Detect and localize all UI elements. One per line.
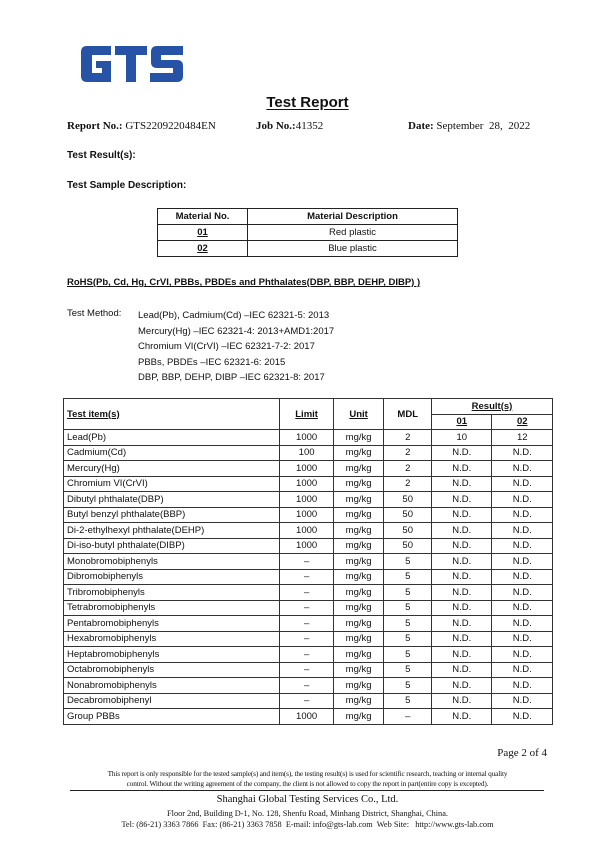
result-01-value: N.D. [431,492,491,508]
test-item: Nonabromobiphenyls [64,678,280,694]
unit-value: mg/kg [333,662,384,678]
test-method-item: PBBs, PBDEs –IEC 62321-6: 2015 [138,356,286,368]
material-description: Blue plastic [248,241,458,257]
unit-value: mg/kg [333,616,384,632]
result-01-value: N.D. [431,523,491,539]
unit-value: mg/kg [333,445,384,461]
result-01-value: N.D. [431,662,491,678]
material-no: 02 [158,241,248,257]
table-row [64,693,553,709]
result-02-value: N.D. [492,631,553,647]
unit-value: mg/kg [333,631,384,647]
unit-value: mg/kg [333,507,384,523]
test-method-list [138,308,334,386]
limit-value: 100 [280,445,333,461]
result-01-value: N.D. [431,554,491,570]
table-row [64,507,553,523]
results-header: Result(s) [431,399,552,415]
results-header-row [64,399,553,415]
result-01-value: N.D. [431,647,491,663]
test-item: Octabromobiphenyls [64,662,280,678]
test-item: Di-2-ethylhexyl phthalate(DEHP) [64,523,280,539]
table-row [64,709,553,725]
unit-value: mg/kg [333,600,384,616]
table-row [64,631,553,647]
disclaimer [60,769,555,789]
result-01-value: N.D. [431,507,491,523]
result-01-value: N.D. [431,693,491,709]
unit-value: mg/kg [333,538,384,554]
test-method-item: Mercury(Hg) –IEC 62321-4: 2013+AMD1:2017 [138,325,335,337]
test-method-item: Chromium VI(CrVI) –IEC 62321-7-2: 2017 [138,341,315,352]
table-row [64,538,553,554]
material-no: 01 [158,225,248,241]
result-01-value: N.D. [431,678,491,694]
footer-divider [70,790,544,791]
result-02-value: N.D. [492,461,553,477]
page-title: Test Report [266,94,349,111]
unit-value: mg/kg [333,585,384,601]
limit-value: – [280,693,333,709]
table-row [64,554,553,570]
mdl-value: 5 [384,600,432,616]
material-description: Red plastic [248,225,458,241]
test-item: Dibutyl phthalate(DBP) [64,492,280,508]
result-02-value: 12 [492,430,553,446]
limit-value: – [280,616,333,632]
table-row [64,662,553,678]
result-02-value: N.D. [492,662,553,678]
mdl-value: 5 [384,662,432,678]
test-item: Tribromobiphenyls [64,585,280,601]
table-row [64,476,553,492]
test-item: Lead(Pb) [64,430,280,446]
material-table-header [158,209,458,225]
result-01-value: N.D. [431,476,491,492]
test-item: Di-iso-butyl phthalate(DIBP) [64,538,280,554]
result-02-value: N.D. [492,476,553,492]
page-number: Page 2 of 4 [497,747,547,759]
test-item: Hexabromobiphenyls [64,631,280,647]
table-row [64,492,553,508]
mdl-value: 5 [384,693,432,709]
limit-value: 1000 [280,523,333,539]
mdl-value: 2 [384,461,432,477]
limit-value: – [280,600,333,616]
test-item: Butyl benzyl phthalate(BBP) [64,507,280,523]
disclaimer-line: control. Without the writing agreement of the company, the client is not allowed to copy the report in part(entire copy is excepted). [126,779,489,788]
test-item: Dibromobiphenyls [64,569,280,585]
mdl-value: 50 [384,492,432,508]
rohs-heading: RoHS(Pb, Cd, Hg, CrVI, PBBs, PBDEs and Phthalates(DBP, BBP, DEHP, DIBP) ) [67,277,421,288]
result-01-value: 10 [431,430,491,446]
mdl-value: 5 [384,647,432,663]
mdl-value: 5 [384,616,432,632]
test-item: Tetrabromobiphenyls [64,600,280,616]
mdl-value: 5 [384,678,432,694]
results-table [63,398,553,725]
test-results-label: Test Result(s): [67,150,136,161]
gts-logo [79,44,185,84]
table-row [64,523,553,539]
sample-02-header: 02 [492,414,553,430]
unit-value: mg/kg [333,678,384,694]
test-item: Heptabromobiphenyls [64,647,280,663]
limit-value: 1000 [280,507,333,523]
gts-logo-icon [79,44,185,84]
limit-value: – [280,554,333,570]
table-row [64,430,553,446]
test-item: Mercury(Hg) [64,461,280,477]
mdl-value: 50 [384,507,432,523]
result-02-value: N.D. [492,538,553,554]
result-02-value: N.D. [492,616,553,632]
test-item: Decabromobiphenyl [64,693,280,709]
report-number: Report No.: GTS2209220484EN [67,120,216,132]
result-01-value: N.D. [431,461,491,477]
sample-description-label: Test Sample Description: [67,180,187,191]
test-item: Chromium VI(CrVI) [64,476,280,492]
mdl-value: 50 [384,538,432,554]
result-01-value: N.D. [431,616,491,632]
result-02-value: N.D. [492,693,553,709]
test-item: Group PBBs [64,709,280,725]
mdl-value: 5 [384,585,432,601]
table-row [64,585,553,601]
mdl-value: 2 [384,476,432,492]
table-row [64,569,553,585]
unit-value: mg/kg [333,492,384,508]
unit-value: mg/kg [333,693,384,709]
job-number: Job No.:41352 [256,120,324,132]
unit-value: mg/kg [333,647,384,663]
unit-value: mg/kg [333,523,384,539]
result-02-value: N.D. [492,507,553,523]
disclaimer-line: This report is only responsible for the tested sample(s) and item(s), the testing result(s) is used for scientific research, teaching or internal quality [107,769,508,778]
results-table-body [64,430,553,725]
unit-value: mg/kg [333,430,384,446]
result-01-value: N.D. [431,631,491,647]
test-method-label: Test Method: [67,308,122,319]
result-02-value: N.D. [492,445,553,461]
result-01-value: N.D. [431,600,491,616]
company-address: Floor 2nd, Building D-1, No. 128, Shenfu Road, Minhang District, Shanghai, China. [167,809,448,818]
test-item: Pentabromobiphenyls [64,616,280,632]
unit-value: mg/kg [333,569,384,585]
unit-value: mg/kg [333,709,384,725]
limit-header: Limit [280,399,333,430]
result-01-value: N.D. [431,445,491,461]
company-name: Shanghai Global Testing Services Co., Ltd. [216,794,399,805]
result-02-value: N.D. [492,554,553,570]
result-02-value: N.D. [492,523,553,539]
material-row [158,241,458,257]
limit-value: 1000 [280,538,333,554]
mdl-value: – [384,709,432,725]
test-method-item: DBP, BBP, DEHP, DIBP –IEC 62321-8: 2017 [138,372,325,383]
result-01-value: N.D. [431,569,491,585]
test-item: Cadmium(Cd) [64,445,280,461]
limit-value: – [280,662,333,678]
material-description-header: Material Description [248,209,458,225]
mdl-value: 5 [384,554,432,570]
test-item: Monobromobiphenyls [64,554,280,570]
report-date: Date: September 28, 2022 [408,120,531,132]
mdl-value: 2 [384,445,432,461]
sample-01-header: 01 [431,414,491,430]
table-row [64,445,553,461]
unit-value: mg/kg [333,476,384,492]
mdl-value: 5 [384,631,432,647]
result-02-value: N.D. [492,569,553,585]
result-02-value: N.D. [492,709,553,725]
material-table [157,208,458,257]
mdl-value: 5 [384,569,432,585]
table-row [64,647,553,663]
result-02-value: N.D. [492,492,553,508]
mdl-value: 2 [384,430,432,446]
material-row [158,225,458,241]
limit-value: – [280,585,333,601]
result-01-value: N.D. [431,709,491,725]
test-item-header: Test item(s) [64,399,280,430]
limit-value: 1000 [280,430,333,446]
result-01-value: N.D. [431,585,491,601]
limit-value: – [280,569,333,585]
result-02-value: N.D. [492,647,553,663]
unit-value: mg/kg [333,554,384,570]
unit-header: Unit [333,399,384,430]
mdl-header: MDL [384,399,432,430]
limit-value: 1000 [280,476,333,492]
result-01-value: N.D. [431,538,491,554]
test-method-item: Lead(Pb), Cadmium(Cd) –IEC 62321-5: 2013 [138,310,330,321]
table-row [64,678,553,694]
limit-value: 1000 [280,709,333,725]
unit-value: mg/kg [333,461,384,477]
result-02-value: N.D. [492,678,553,694]
limit-value: – [280,678,333,694]
table-row [64,461,553,477]
limit-value: 1000 [280,461,333,477]
limit-value: 1000 [280,492,333,508]
limit-value: – [280,647,333,663]
result-02-value: N.D. [492,585,553,601]
material-no-header: Material No. [158,209,248,225]
result-02-value: N.D. [492,600,553,616]
table-row [64,616,553,632]
mdl-value: 50 [384,523,432,539]
company-contact: Tel: (86-21) 3363 7866 Fax: (86-21) 3363 7858 E-mail: info@gts-lab.com Web Site: http://www.gts-lab.com [121,820,494,829]
limit-value: – [280,631,333,647]
table-row [64,600,553,616]
